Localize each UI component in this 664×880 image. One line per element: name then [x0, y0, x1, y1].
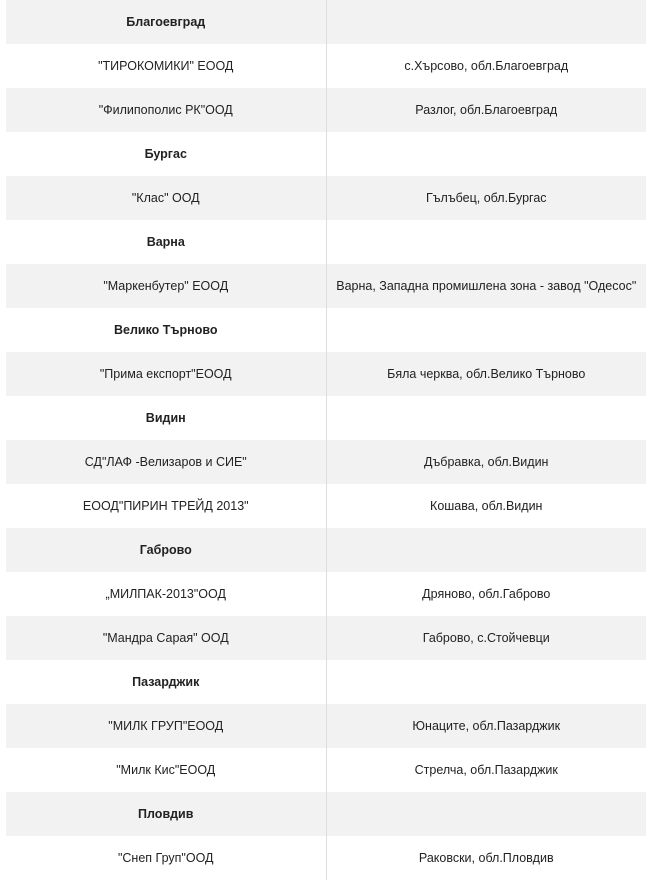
- company-name: СД"ЛАФ -Велизаров и СИЕ": [6, 440, 326, 484]
- region-location: [326, 220, 646, 264]
- company-location: Дъбравка, обл.Видин: [424, 455, 549, 469]
- region-row: [6, 396, 646, 440]
- table-row: [6, 484, 646, 528]
- company-name: "Снеп Груп"ООД: [6, 836, 326, 880]
- company-location: Юнаците, обл.Пазарджик: [412, 719, 561, 733]
- table-row: [6, 836, 646, 880]
- table-row: [6, 616, 646, 660]
- table-row: [6, 264, 646, 308]
- region-row: [6, 660, 646, 704]
- company-name: "Мандра Сарая" ООД: [6, 616, 326, 660]
- company-location: Габрово, с.Стойчевци: [422, 631, 550, 645]
- company-location: Варна, Западна промишлена зона - завод "Одесос": [336, 279, 637, 293]
- company-name: "Милк Кис"ЕООД: [6, 748, 326, 792]
- region-location: [326, 308, 646, 352]
- region-location: [326, 396, 646, 440]
- table-row: [6, 44, 646, 88]
- region-name: Бургас: [6, 132, 326, 176]
- region-location: [326, 528, 646, 572]
- region-name: Габрово: [6, 528, 326, 572]
- table-row: [6, 352, 646, 396]
- region-row: [6, 220, 646, 264]
- company-location: Гълъбец, обл.Бургас: [425, 191, 547, 205]
- region-name: Видин: [6, 396, 326, 440]
- company-name: "МИЛК ГРУП"ЕООД: [6, 704, 326, 748]
- company-location: Дряново, обл.Габрово: [422, 587, 551, 601]
- region-location: [326, 0, 646, 44]
- company-location: Бяла черква, обл.Велико Търново: [387, 367, 586, 381]
- company-location: Стрелча, обл.Пазарджик: [414, 763, 558, 777]
- company-location: с.Хърсово, обл.Благоевград: [404, 59, 569, 73]
- company-name: ЕООД"ПИРИН ТРЕЙД 2013": [6, 484, 326, 528]
- company-name: "Клас" ООД: [6, 176, 326, 220]
- table-row: [6, 704, 646, 748]
- company-name: „МИЛПАК-2013"ООД: [6, 572, 326, 616]
- region-row: [6, 132, 646, 176]
- region-location: [326, 132, 646, 176]
- company-name: "Прима експорт"ЕООД: [6, 352, 326, 396]
- company-name: "Филипополис РК"ООД: [6, 88, 326, 132]
- company-name: "ТИРОКОМИКИ" ЕООД: [6, 44, 326, 88]
- region-name: Варна: [6, 220, 326, 264]
- table-row: [6, 748, 646, 792]
- region-name: Велико Търново: [6, 308, 326, 352]
- region-name: Пазарджик: [6, 660, 326, 704]
- region-location: [326, 792, 646, 836]
- company-location: Разлог, обл.Благоевград: [415, 103, 558, 117]
- dairy-registry-table-wrapper: [6, 0, 646, 880]
- table-row: [6, 88, 646, 132]
- table-row: [6, 440, 646, 484]
- region-row: [6, 528, 646, 572]
- company-location: Кошава, обл.Видин: [430, 499, 543, 513]
- region-row: [6, 792, 646, 836]
- region-row: [6, 308, 646, 352]
- table-body: [6, 0, 646, 880]
- region-row: [6, 0, 646, 44]
- company-name: "Маркенбутер" ЕООД: [6, 264, 326, 308]
- region-name: Благоевград: [6, 0, 326, 44]
- table-row: [6, 176, 646, 220]
- region-name: Пловдив: [6, 792, 326, 836]
- dairy-registry-table: [6, 0, 646, 880]
- company-location: Раковски, обл.Пловдив: [418, 851, 554, 865]
- region-location: [326, 660, 646, 704]
- table-row: [6, 572, 646, 616]
